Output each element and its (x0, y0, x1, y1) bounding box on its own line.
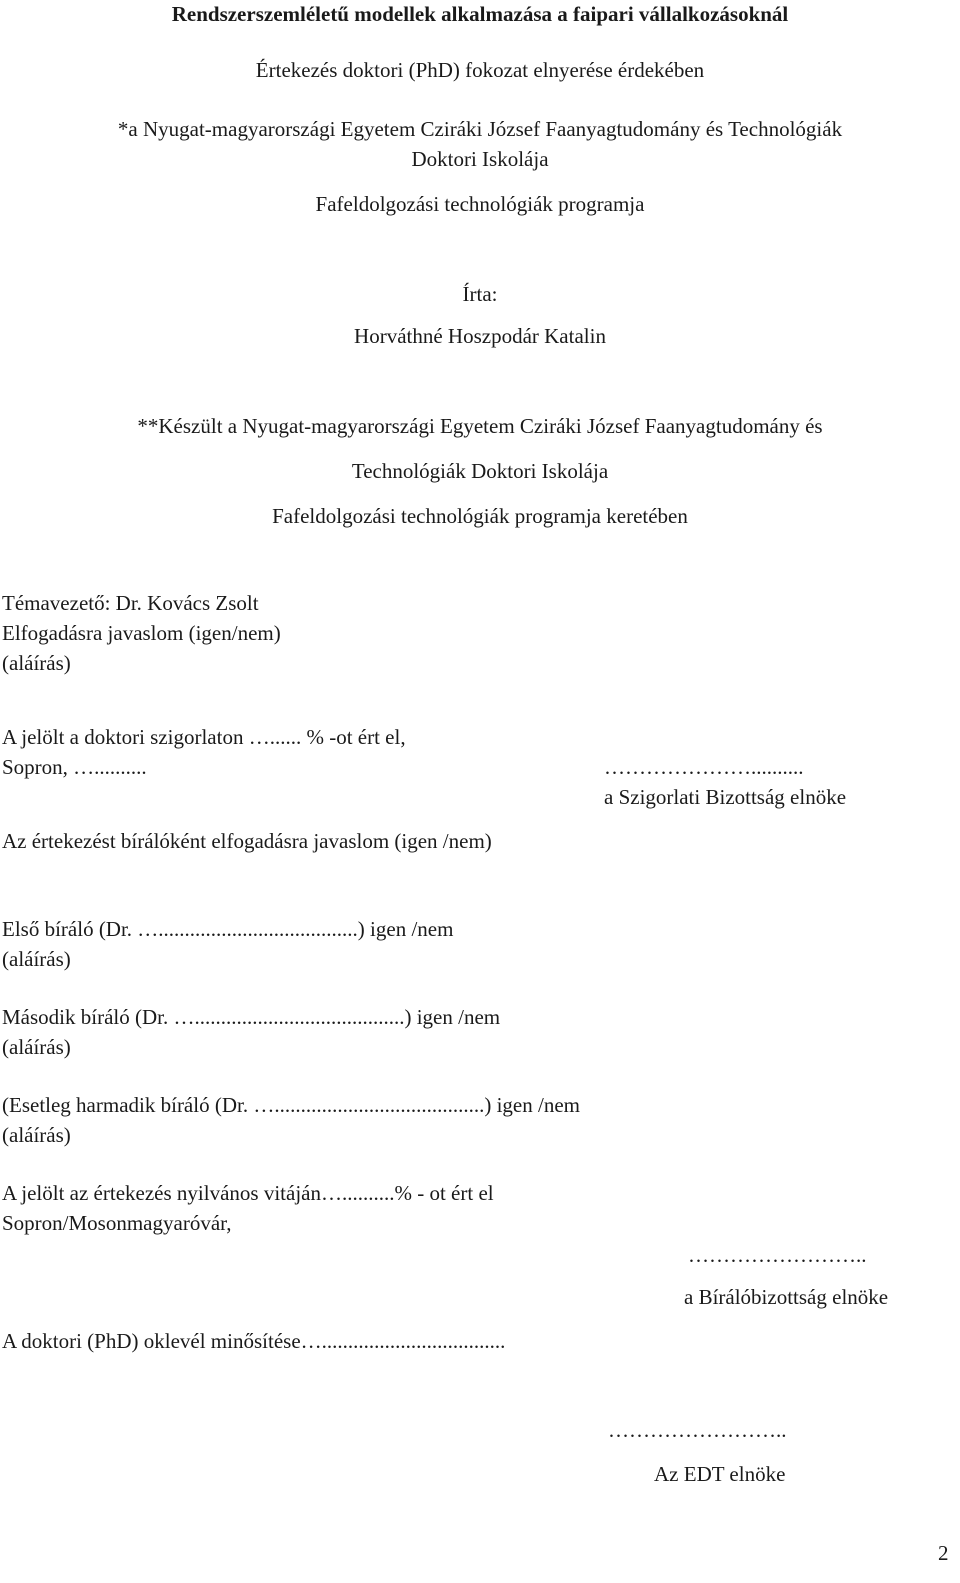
document-subtitle: Értekezés doktori (PhD) fokozat elnyerése érdekében (255, 58, 705, 82)
defense-place: Sopron/Mosonmagyaróvár, (2, 1211, 232, 1235)
reviewer-3-signature: (aláírás) (2, 1123, 71, 1147)
school-line-2: Doktori Iskolája (411, 147, 549, 171)
reviewer-2-line: Második bíráló (Dr. …........................................) igen /nem (2, 1005, 501, 1029)
reviewer-1-line: Első bíráló (Dr. …......................................) igen /nem (2, 917, 454, 941)
author-label: Írta: (462, 282, 498, 306)
school-line-1: *a Nyugat-magyarországi Egyetem Cziráki József Faanyagtudomány és Technológiák (117, 117, 843, 141)
author-name: Horváthné Hoszpodár Katalin (354, 324, 606, 348)
supervisor-recommendation: Elfogadásra javaslom (igen/nem) (2, 621, 281, 645)
reviewer-1-signature: (aláírás) (2, 947, 71, 971)
reviewer-2-signature: (aláírás) (2, 1035, 71, 1059)
made-at-line-3: Fafeldolgozási technológiák programja keretében (272, 504, 688, 528)
reviewer-3-line: (Esetleg harmadik bíráló (Dr. …........................................) igen /nem (2, 1093, 580, 1117)
supervisor-signature: (aláírás) (2, 651, 71, 675)
exam-signature-line: ………………….......... (604, 755, 804, 779)
exam-committee-chair: a Szigorlati Bizottság elnöke (604, 785, 847, 809)
page-number: 2 (938, 1541, 949, 1565)
exam-place: Sopron, ….......... (2, 755, 147, 779)
made-at-line-2: Technológiák Doktori Iskolája (351, 459, 609, 483)
defense-signature-line: …………………….. (688, 1243, 867, 1267)
diploma-qualification: A doktori (PhD) oklevél minősítése…................................... (2, 1329, 506, 1353)
edt-signature-line: …………………….. (608, 1418, 787, 1442)
supervisor-name: Témavezető: Dr. Kovács Zsolt (2, 591, 259, 615)
defense-result: A jelölt az értekezés nyilvános vitáján…..........% - ot ért el (2, 1181, 494, 1205)
document-title: Rendszerszemléletű modellek alkalmazása a faipari vállalkozásoknál (171, 2, 789, 26)
edt-chair: Az EDT elnöke (654, 1462, 786, 1486)
made-at-line-1: **Készült a Nyugat-magyarországi Egyetem Cziráki József Faanyagtudomány és (137, 414, 823, 438)
program-name: Fafeldolgozási technológiák programja (315, 192, 645, 216)
review-intro: Az értekezést bírálóként elfogadásra javaslom (igen /nem) (2, 829, 492, 853)
exam-result: A jelölt a doktori szigorlaton …...... % -ot ért el, (2, 725, 406, 749)
defense-committee-chair: a Bírálóbizottság elnöke (684, 1285, 889, 1309)
